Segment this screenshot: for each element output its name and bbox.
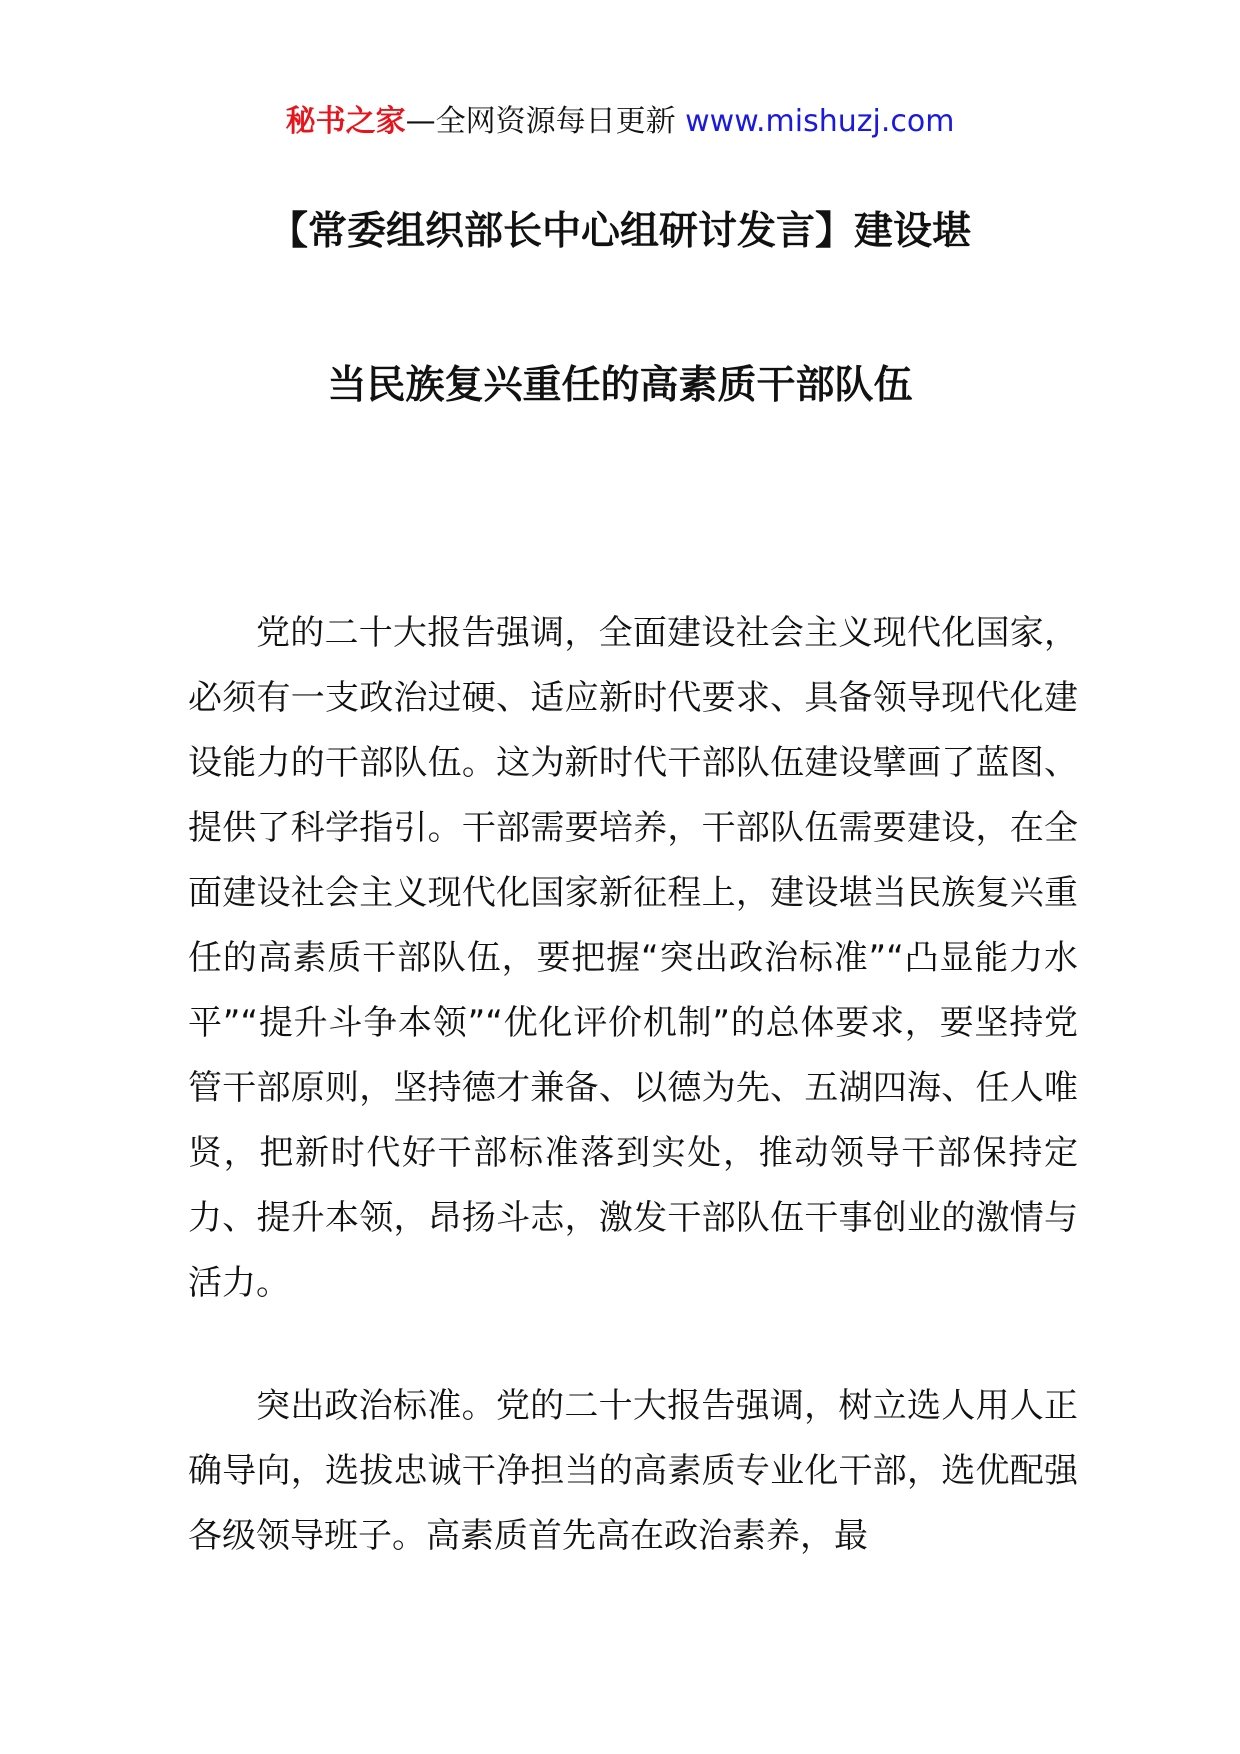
- document-title-line-1: 【常委组织部长中心组研讨发言】建设堪: [268, 209, 971, 254]
- body-paragraph-1: 党的二十大报告强调，全面建设社会主义现代化国家，必须有一支政治过硬、适应新时代要求、具备领导现代化建设能力的干部队伍。这为新时代干部队伍建设擘画了蓝图、提供了科学指引。干部需要培养，干部队伍需要建设，在全面建设社会主义现代化国家新征程上，建设堪当民族复兴重任的高素质干部队伍，要把握“突出政治标准”“凸显能力水平”“提升斗争本领”“优化评价机制”的总体要求，要坚持党管干部原则，坚持德才兼备、以德为先、五湖四海、任人唯贤，把新时代好干部标准落到实处，推动领导干部保持定力、提升本领，昂扬斗志，激发干部队伍干事创业的激情与活力。: [188, 613, 1078, 1303]
- site-url[interactable]: www.mishuzj.com: [685, 104, 955, 139]
- site-header: [0, 100, 1240, 144]
- site-tagline: —全网资源每日更新: [405, 104, 686, 139]
- document-title-line-2: 当民族复兴重任的高素质干部队伍: [327, 363, 913, 408]
- body-paragraph-2: 突出政治标准。党的二十大报告强调，树立选人用人正确导向，选拔忠诚干净担当的高素质专业化干部，选优配强各级领导班子。高素质首先高在政治素养，最: [188, 1386, 1078, 1556]
- site-brand: 秘书之家: [285, 104, 406, 139]
